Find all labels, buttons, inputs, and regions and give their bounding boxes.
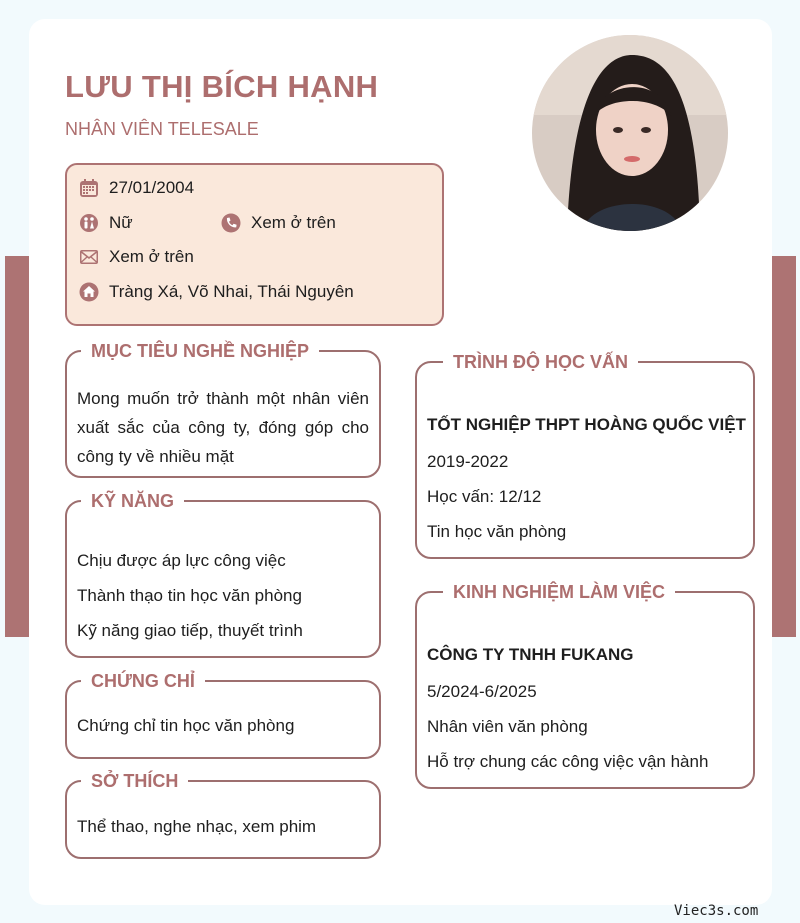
skill-item: Thành thạo tin học văn phòng	[77, 586, 302, 605]
experience-title: KINH NGHIỆM LÀM VIỆC	[443, 580, 675, 604]
email-row	[79, 247, 194, 267]
objective-text: Mong muốn trở thành một nhân viên xuất sắc của công ty, đóng góp cho công ty về nhiều mặt	[77, 389, 369, 466]
skill-item: Chịu được áp lực công việc	[77, 551, 286, 570]
address-value: Tràng Xá, Võ Nhai, Thái Nguyên	[109, 282, 354, 301]
birthday-row	[79, 178, 194, 198]
experience-section	[415, 582, 755, 789]
hobbies-section	[65, 771, 381, 859]
email-value: Xem ở trên	[109, 247, 194, 266]
birthday-value: 27/01/2004	[109, 178, 195, 197]
calendar-icon	[79, 178, 99, 198]
certificates-section	[65, 671, 381, 759]
gender-icon	[79, 213, 99, 233]
education-grade: Học vấn: 12/12	[427, 487, 542, 506]
experience-description: Hỗ trợ chung các công việc vận hành	[427, 752, 709, 771]
objective-section	[65, 341, 381, 478]
certificates-title: CHỨNG CHỈ	[81, 669, 205, 693]
objective-title: MỤC TIÊU NGHỀ NGHIỆP	[81, 339, 319, 363]
certificate-item: Chứng chỉ tin học văn phòng	[77, 716, 295, 735]
education-extra: Tin học văn phòng	[427, 522, 567, 541]
right-accent-bar	[772, 256, 796, 637]
experience-company: CÔNG TY TNHH FUKANG	[427, 645, 634, 664]
job-title: NHÂN VIÊN TELESALE	[65, 119, 259, 139]
profile-photo	[532, 35, 728, 231]
gender-row	[79, 213, 133, 233]
phone-row	[221, 213, 336, 233]
phone-value: Xem ở trên	[251, 213, 336, 232]
hobby-item: Thể thao, nghe nhạc, xem phim	[77, 817, 317, 836]
gender-value: Nữ	[109, 213, 133, 232]
education-period: 2019-2022	[427, 452, 509, 471]
education-title: TRÌNH ĐỘ HỌC VẤN	[443, 350, 638, 374]
candidate-name: LƯU THỊ BÍCH HẠNH	[65, 69, 379, 104]
skills-title: KỸ NĂNG	[81, 489, 184, 513]
left-accent-bar	[5, 256, 29, 637]
personal-info-card	[65, 163, 444, 326]
email-icon	[79, 247, 99, 267]
phone-icon	[221, 213, 241, 233]
education-section	[415, 352, 755, 559]
watermark: Viec3s.com	[674, 903, 759, 919]
address-row	[79, 282, 354, 302]
hobbies-title: SỞ THÍCH	[81, 769, 188, 793]
experience-position: Nhân viên văn phòng	[427, 717, 588, 736]
skill-item: Kỹ năng giao tiếp, thuyết trình	[77, 621, 303, 640]
education-school: TỐT NGHIỆP THPT HOÀNG QUỐC VIỆT	[427, 415, 746, 434]
skills-section	[65, 491, 381, 658]
experience-period: 5/2024-6/2025	[427, 682, 537, 701]
home-icon	[79, 282, 99, 302]
